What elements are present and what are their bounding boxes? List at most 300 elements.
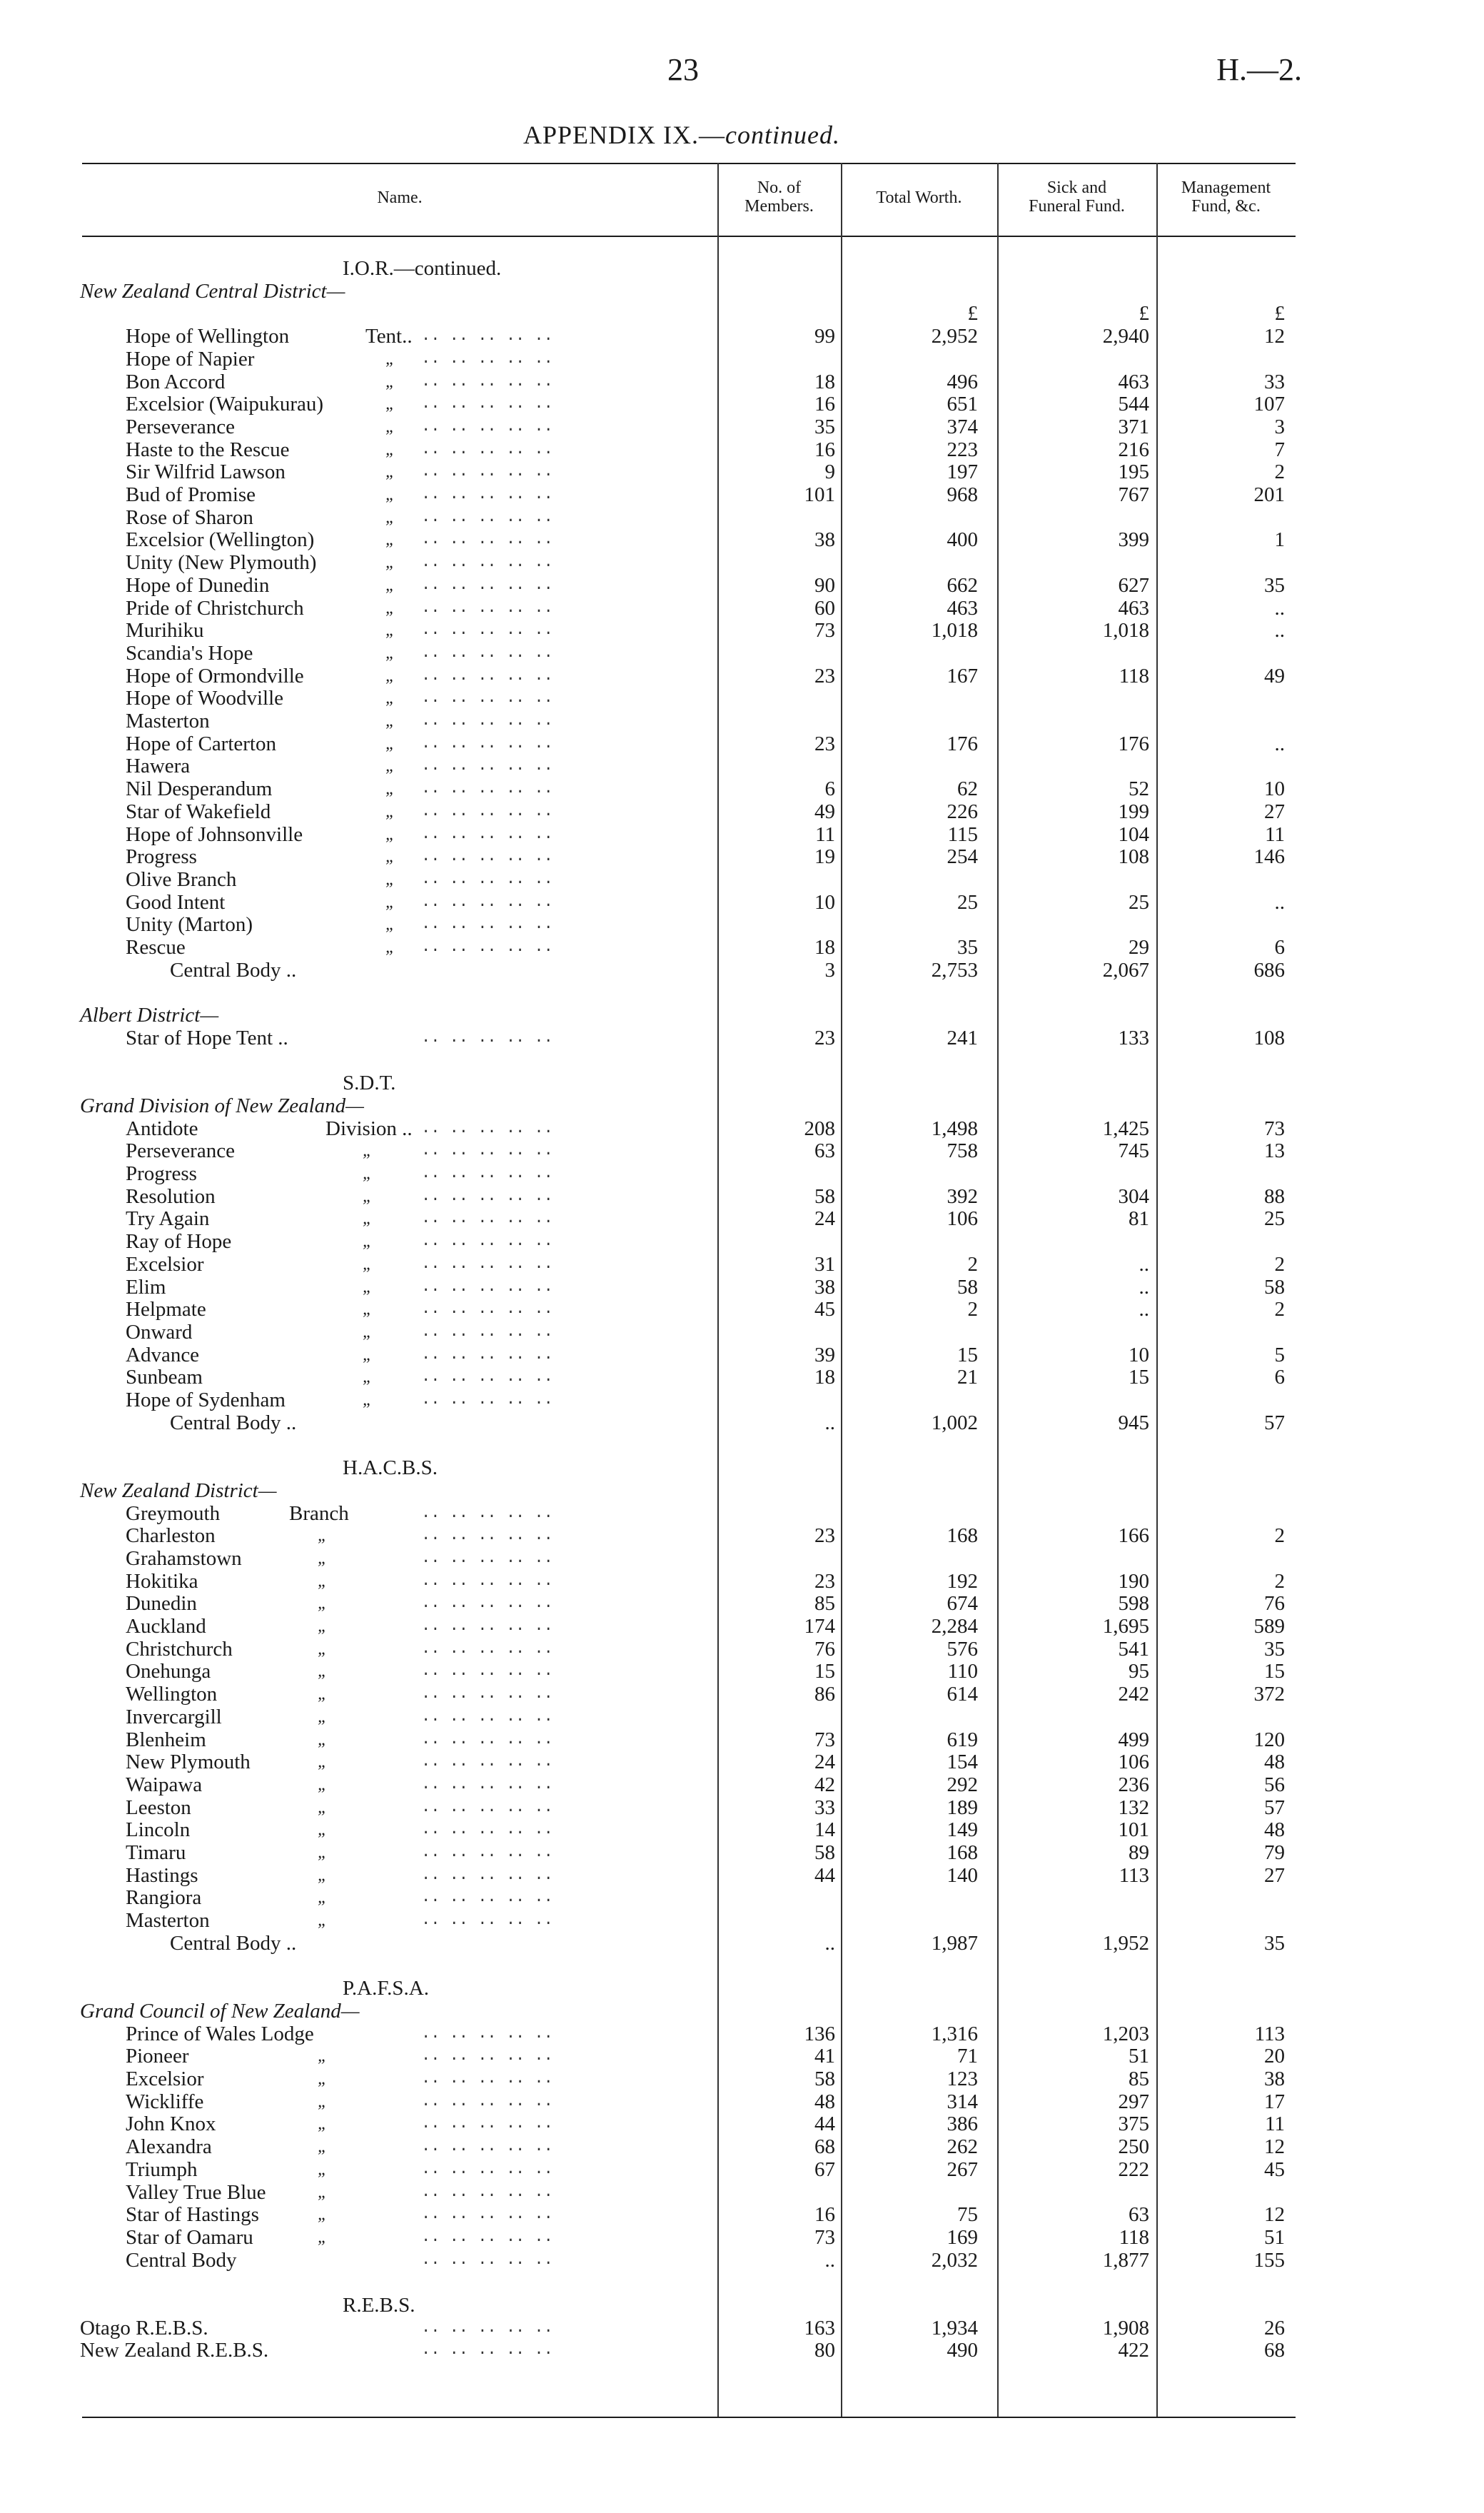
district-title: Grand Council of New Zealand— [80,1999,360,2023]
ditto-mark: „ [385,485,395,504]
sick-funeral-cell: 250 [1118,2135,1149,2159]
members-cell: 38 [814,528,835,552]
members-cell: 67 [814,2157,835,2181]
ditto-mark: „ [363,1277,373,1296]
leader-dots: .. .. .. .. .. [421,1187,553,1205]
table-row [0,2158,1484,2181]
ditto-mark: „ [318,1571,328,1591]
row-name: Progress [126,845,197,869]
sick-funeral-cell: 463 [1118,596,1149,620]
table-row [0,438,1484,461]
ditto-mark: „ [318,1639,328,1658]
table-row [0,574,1484,597]
sick-funeral-cell: 627 [1118,573,1149,597]
members-cell: 23 [814,664,835,688]
leader-dots: .. .. .. .. .. [421,1300,553,1319]
header-members-line1: No. of [757,178,802,197]
table-row [0,2090,1484,2113]
table-row [0,1660,1484,1683]
row-name: Sir Wilfrid Lawson [126,460,286,484]
total-worth-cell: 167 [947,664,978,688]
page-reference: H.—2. [1216,52,1302,87]
members-cell: 23 [814,1524,835,1548]
appendix-title-suffix: continued. [725,121,840,149]
total-worth-cell: 2,284 [931,1615,978,1638]
table-row [0,1411,1484,1434]
row-name: Unity (Marton) [126,913,253,937]
leader-dots: .. .. .. .. .. [421,915,553,934]
table-row [0,325,1484,348]
management-cell: .. [1274,890,1285,914]
management-cell: 11 [1265,2112,1285,2136]
leader-dots: .. .. .. .. .. [421,825,553,843]
management-cell: 27 [1264,800,1285,823]
total-worth-cell: 168 [947,1524,978,1548]
table-row [0,619,1484,642]
sick-funeral-cell: .. [1139,1298,1149,1321]
row-name: Olive Branch [126,867,237,891]
ditto-mark: „ [318,2047,328,2066]
management-cell: 27 [1264,1863,1285,1887]
sick-funeral-cell: 304 [1118,1184,1149,1208]
sick-funeral-cell: 81 [1129,1207,1149,1231]
section-title: S.D.T. [343,1072,396,1095]
total-worth-cell: 192 [947,1569,978,1593]
header-sick-line2: Funeral Fund. [1029,197,1125,216]
row-name: Unity (New Plymouth) [126,551,317,575]
row-name-suffix: Division .. [325,1117,413,1140]
ditto-mark: „ [385,892,395,912]
district-heading [0,2000,1484,2023]
leader-dots: .. .. .. .. .. [421,1142,553,1160]
row-name: Rescue [126,936,186,959]
row-name-suffix: Branch [289,1501,349,1525]
district-heading [0,1004,1484,1027]
leader-dots: .. .. .. .. .. [421,643,553,662]
table-row [0,1683,1484,1706]
sick-funeral-cell: 236 [1118,1773,1149,1796]
row-name: Bud of Promise [126,483,256,506]
members-cell: 3 [824,958,835,982]
row-name: Alexandra [126,2135,212,2159]
table-row [0,823,1484,846]
total-worth-cell: 154 [947,1751,978,1774]
management-cell: 35 [1264,1931,1285,1955]
management-cell: 2 [1274,1298,1285,1321]
row-name-suffix: Tent.. [365,325,413,348]
section-heading [0,1072,1484,1094]
district-title: New Zealand Central District— [80,279,345,303]
row-name: Wellington [126,1683,218,1706]
management-cell: 2 [1274,1569,1285,1593]
row-name: Grahamstown [126,1546,242,1570]
table-row [0,2045,1484,2068]
members-cell: 31 [814,1252,835,1276]
ditto-mark: „ [363,1164,373,1183]
members-cell: 23 [814,1569,835,1593]
table-row [0,1298,1484,1321]
section-heading [0,2294,1484,2317]
sick-funeral-cell: 2,067 [1102,958,1149,982]
ditto-mark: „ [385,440,395,459]
total-worth-cell: 241 [947,1026,978,1049]
leader-dots: .. .. .. .. .. [421,349,553,368]
leader-dots: .. .. .. .. .. [421,689,553,707]
members-cell: 19 [814,845,835,869]
management-cell: 57 [1264,1796,1285,1819]
management-cell: 17 [1264,2090,1285,2113]
members-cell: 44 [814,2112,835,2136]
management-cell: 589 [1253,1615,1285,1638]
members-cell: 15 [814,1660,835,1683]
row-name: Scandia's Hope [126,641,253,665]
leader-dots: .. .. .. .. .. [421,1707,553,1726]
management-cell: 2 [1274,1252,1285,1276]
sick-funeral-cell: 1,018 [1102,619,1149,643]
members-cell: 68 [814,2135,835,2159]
members-cell: 58 [814,2068,835,2090]
sick-funeral-cell: 199 [1118,800,1149,823]
row-name: Advance [126,1343,200,1366]
row-name: Sunbeam [126,1366,203,1389]
currency-row [0,302,1484,325]
total-worth-cell: 758 [947,1139,978,1163]
currency-symbol: £ [1274,302,1285,326]
total-worth-cell: 490 [947,2339,978,2362]
table-row [0,1706,1484,1728]
row-name: Wickliffe [126,2090,204,2113]
management-cell: 35 [1264,573,1285,597]
members-cell: 24 [814,1751,835,1774]
ditto-mark: „ [318,1548,328,1568]
sick-funeral-cell: .. [1139,1275,1149,1299]
row-name: Try Again [126,1207,210,1231]
table-row [0,1276,1484,1299]
table-row [0,1886,1484,1909]
district-heading [0,1479,1484,1502]
ditto-mark: „ [385,734,395,753]
row-name: Invercargill [126,1705,222,1728]
row-name: Triumph [126,2157,198,2181]
management-cell: 7 [1274,438,1285,461]
district-title: New Zealand District— [80,1479,277,1502]
sick-funeral-cell: 422 [1118,2339,1149,2362]
members-cell: 73 [814,619,835,643]
management-cell: 120 [1253,1728,1285,1751]
row-name: Onehunga [126,1660,211,1683]
sick-funeral-cell: 195 [1118,460,1149,484]
sick-funeral-cell: 945 [1118,1411,1149,1434]
total-worth-cell: 2 [967,1298,978,1321]
table-row [0,1638,1484,1661]
table-row [0,2339,1484,2362]
row-name: Perseverance [126,1139,235,1163]
leader-dots: .. .. .. .. .. [421,417,553,435]
ditto-mark: „ [318,2092,328,2111]
row-name: Hawera [126,755,191,778]
table-row [0,1773,1484,1796]
leader-dots: .. .. .. .. .. [421,892,553,911]
row-name: Progress [126,1162,197,1185]
members-cell: 136 [804,2022,835,2045]
ditto-mark: „ [318,1843,328,1862]
leader-dots: .. .. .. .. .. [421,2047,553,2065]
leader-dots: .. .. .. .. .. [421,2024,553,2043]
members-cell: 208 [804,1117,835,1140]
row-name: Star of Wakefield [126,800,271,823]
sick-funeral-cell: 297 [1118,2090,1149,2113]
management-cell: 56 [1264,1773,1285,1796]
management-cell: 38 [1264,2068,1285,2090]
table-row [0,597,1484,620]
members-cell: 45 [814,1298,835,1321]
district-heading [0,1094,1484,1117]
members-cell: 39 [814,1343,835,1366]
row-name: Hope of Dunedin [126,573,270,597]
table-row [0,2249,1484,2272]
row-name: Perseverance [126,415,235,438]
table-row [0,1344,1484,1366]
header-name: Name. [377,188,423,207]
members-cell: 99 [814,325,835,348]
table-row [0,1502,1484,1525]
leader-dots: .. .. .. .. .. [421,1888,553,1907]
sick-funeral-cell: 1,203 [1102,2022,1149,2045]
table-row [0,348,1484,371]
leader-dots: .. .. .. .. .. [421,1254,553,1273]
table-row [0,483,1484,506]
sick-funeral-cell: 745 [1118,1139,1149,1163]
members-cell: 23 [814,1026,835,1049]
section-heading [0,1977,1484,2000]
table-row [0,1615,1484,1638]
management-cell: 6 [1274,936,1285,959]
sick-funeral-cell: 541 [1118,1637,1149,1661]
sick-funeral-cell: 133 [1118,1026,1149,1049]
management-cell: 73 [1264,1117,1285,1140]
leader-dots: .. .. .. .. .. [421,395,553,413]
table-row [0,1230,1484,1253]
total-worth-cell: 35 [957,936,978,959]
ditto-mark: „ [385,802,395,821]
ditto-mark: „ [318,1775,328,1794]
table-row [0,2135,1484,2158]
table-row [0,1932,1484,1955]
members-cell: 90 [814,573,835,597]
row-name: Waipawa [126,1773,203,1796]
currency-symbol: £ [1139,302,1149,326]
total-worth-cell: 463 [947,596,978,620]
members-cell: .. [824,1931,835,1955]
ditto-mark: „ [363,1209,373,1229]
ditto-mark: „ [318,1820,328,1840]
ditto-mark: „ [385,915,395,935]
leader-dots: .. .. .. .. .. [421,666,553,685]
leader-dots: .. .. .. .. .. [421,1820,553,1839]
sick-funeral-cell: 375 [1118,2112,1149,2136]
table-row [0,1864,1484,1887]
members-cell: 44 [814,1863,835,1887]
table-row [0,2226,1484,2249]
management-cell: 48 [1264,1751,1285,1774]
management-cell: 49 [1264,664,1285,688]
management-cell: 20 [1264,2045,1285,2068]
table-row [0,845,1484,868]
currency-symbol: £ [967,302,978,326]
table-row [0,1027,1484,1049]
ditto-mark: „ [318,1526,328,1546]
ditto-mark: „ [385,349,395,368]
table-row [0,777,1484,800]
management-cell: 12 [1264,2135,1285,2159]
ditto-mark: „ [363,1322,373,1341]
leader-dots: .. .. .. .. .. [421,372,553,391]
leader-dots: .. .. .. .. .. [421,1730,553,1748]
management-cell: 57 [1264,1411,1285,1434]
sick-funeral-cell: 51 [1129,2045,1149,2068]
row-name: Pioneer [126,2045,189,2068]
members-cell: 48 [814,2090,835,2113]
total-worth-cell: 262 [947,2135,978,2159]
row-name: Leeston [126,1796,191,1819]
ditto-mark: „ [318,1594,328,1613]
leader-dots: .. .. .. .. .. [421,1345,553,1364]
table-row [0,1524,1484,1547]
management-cell: 108 [1253,1026,1285,1049]
total-worth-cell: 662 [947,573,978,597]
management-cell: .. [1274,596,1285,620]
leader-dots: .. .. .. .. .. [421,1368,553,1386]
row-name: Onward [126,1320,193,1344]
table-row [0,528,1484,551]
leader-dots: .. .. .. .. .. [421,734,553,752]
sick-funeral-cell: 118 [1119,2225,1149,2249]
ditto-mark: „ [318,2205,328,2225]
row-name: Central Body .. [170,958,297,982]
members-cell: 42 [814,1773,835,1796]
leader-dots: .. .. .. .. .. [421,847,553,866]
leader-dots: .. .. .. .. .. [421,621,553,640]
leader-dots: .. .. .. .. .. [421,780,553,798]
management-cell: 88 [1264,1184,1285,1208]
sick-funeral-cell: 113 [1119,1863,1149,1887]
leader-dots: .. .. .. .. .. [421,802,553,820]
management-cell: 3 [1274,415,1285,438]
row-name: Masterton [126,1909,210,1933]
row-name: Excelsior [126,2068,204,2090]
table-row [0,891,1484,914]
leader-dots: .. .. .. .. .. [421,1322,553,1341]
total-worth-cell: 168 [947,1841,978,1864]
header-total-worth: Total Worth. [876,188,962,207]
total-worth-cell: 1,018 [931,619,978,643]
management-cell: 12 [1264,2203,1285,2227]
management-cell: 15 [1264,1660,1285,1683]
sick-funeral-cell: 544 [1118,393,1149,416]
row-name: Star of Hastings [126,2203,259,2227]
row-name: Good Intent [126,890,226,914]
district-title: Grand Division of New Zealand— [80,1094,364,1117]
row-name: New Zealand R.E.B.S. [80,2339,269,2362]
total-worth-cell: 267 [947,2157,978,2181]
table-row [0,1841,1484,1864]
total-worth-cell: 400 [947,528,978,552]
sick-funeral-cell: 1,952 [1102,1931,1149,1955]
leader-dots: .. .. .. .. .. [421,1232,553,1251]
ditto-mark: „ [385,598,395,618]
row-name: Helpmate [126,1298,206,1321]
total-worth-cell: 1,316 [931,2022,978,2045]
members-cell: 174 [804,1615,835,1638]
management-cell: 76 [1264,1592,1285,1616]
sick-funeral-cell: 95 [1129,1660,1149,1683]
row-name: Dunedin [126,1592,197,1616]
total-worth-cell: 1,934 [931,2316,978,2340]
members-cell: 85 [814,1592,835,1616]
ditto-mark: „ [363,1142,373,1161]
management-cell: 51 [1264,2225,1285,2249]
members-cell: 35 [814,415,835,438]
table-row [0,1909,1484,1932]
management-cell: 13 [1264,1139,1285,1163]
leader-dots: .. .. .. .. .. [421,2227,553,2246]
members-cell: 49 [814,800,835,823]
ditto-mark: „ [363,1300,373,1319]
management-cell: 1 [1274,528,1285,552]
management-cell: 2 [1274,1524,1285,1548]
members-cell: 41 [814,2045,835,2068]
members-cell: 18 [814,1366,835,1389]
table-row [0,1117,1484,1140]
leader-dots: .. .. .. .. .. [421,2137,553,2156]
ditto-mark: „ [318,1617,328,1636]
management-cell: 25 [1264,1207,1285,1231]
leader-dots: .. .. .. .. .. [421,575,553,594]
row-name: Hastings [126,1863,198,1887]
table-row [0,1253,1484,1276]
table-row [0,416,1484,438]
table-row [0,1751,1484,1773]
table-row [0,371,1484,393]
total-worth-cell: 21 [957,1366,978,1389]
members-cell: 73 [814,2225,835,2249]
sick-funeral-cell: 104 [1118,822,1149,846]
table-row [0,1570,1484,1593]
leader-dots: .. .. .. .. .. [421,1843,553,1861]
ditto-mark: „ [385,666,395,685]
row-name: Auckland [126,1615,206,1638]
row-name: Central Body [126,2248,237,2272]
row-name: Christchurch [126,1637,233,1661]
row-name: Otago R.E.B.S. [80,2316,208,2340]
sick-funeral-cell: 242 [1118,1683,1149,1706]
total-worth-cell: 110 [947,1660,978,1683]
row-name: Elim [126,1275,166,1299]
leader-dots: .. .. .. .. .. [421,508,553,526]
table-row [0,936,1484,959]
management-cell: 2 [1274,460,1285,484]
sick-funeral-cell: 463 [1118,370,1149,393]
leader-dots: .. .. .. .. .. [421,2318,553,2337]
management-cell: 68 [1264,2339,1285,2362]
row-name: Blenheim [126,1728,206,1751]
total-worth-cell: 123 [947,2068,978,2090]
row-name: Timaru [126,1841,186,1864]
table-row [0,506,1484,529]
table-row [0,2068,1484,2090]
sick-funeral-cell: 25 [1129,890,1149,914]
total-worth-cell: 169 [947,2225,978,2249]
